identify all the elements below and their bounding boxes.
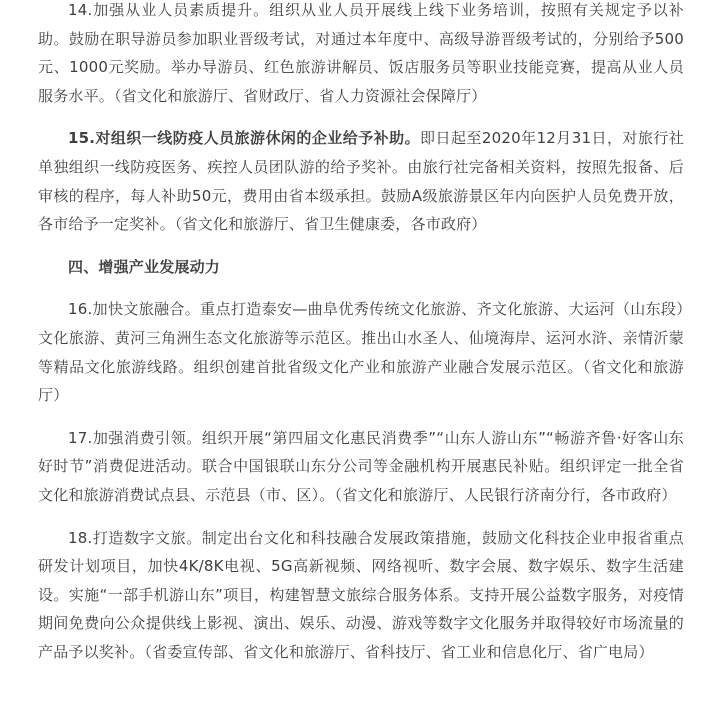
paragraph-18-text: 18.打造数字文旅。制定出台文化和科技融合发展政策措施，鼓励文化科技企业申报省重点研发计划项目，加快4K/8K电视、5G高新视频、网络视听、数字会展、数字娱乐、数字生活建设。实施“一部手机游山东”项目，构建智慧文旅综合服务体系。支持开展公益数字服务，对疫情期间免费向公众提供线上影视、演出、娱乐、动漫、游戏等数字文化服务并取得较好市场流量的产品予以奖补。（省委宣传部、省文化和旅游厅、省科技厅、省工业和信息化厅、省广电局） — [38, 528, 684, 661]
paragraph-16 — [38, 295, 684, 409]
paragraph-17 — [38, 424, 684, 510]
paragraph-14-text: 14.加强从业人员素质提升。组织从业人员开展线上线下业务培训，按照有关规定予以补助。鼓励在职导游员参加职业晋级考试，对通过本年度中、高级导游晋级考试的，分别给予500元、1000元奖励。举办导游员、红色旅游讲解员、饭店服务员等职业技能竞赛，提高从业人员服务水平。（省文化和旅游厅、省财政厅、省人力资源社会保障厅） — [38, 1, 684, 105]
paragraph-15-text: 即日起至2020年12月31日，对旅行社单独组织一线防疫医务、疾控人员团队游的给予奖补。由旅行社完备相关资料，按照先报备、后审核的程序，每人补助50元，费用由省本级承担。鼓励A级旅游景区年内向医护人员免费开放，各市给予一定奖补。（省文化和旅游厅、省卫生健康委，各市政府） — [38, 129, 684, 234]
paragraph-16-text: 16.加快文旅融合。重点打造泰安—曲阜优秀传统文化旅游、齐文化旅游、大运河（山东段）文化旅游、黄河三角洲生态文化旅游等示范区。推出山水圣人、仙境海岸、运河水浒、亲情沂蒙等精品文化旅游线路。组织创建首批省级文化产业和旅游产业融合发展示范区。（省文化和旅游厅） — [38, 300, 684, 405]
paragraph-18 — [38, 524, 684, 667]
paragraph-14 — [38, 0, 684, 110]
section-heading-4: 四、增强产业发展动力 — [68, 257, 221, 276]
paragraph-15 — [38, 124, 684, 238]
paragraph-17-text: 17.加强消费引领。组织开展“第四届文化惠民消费季”“山东人游山东”“畅游齐鲁·好客山东好时节”消费促进活动。联合中国银联山东分公司等金融机构开展惠民补贴。组织评定一批全省文化和旅游消费试点县、示范县（市、区）。（省文化和旅游厅、人民银行济南分行，各市政府） — [38, 428, 684, 504]
paragraph-15-lead: 15.对组织一线防疫人员旅游休闲的企业给予补助。 — [68, 129, 421, 148]
article-body — [38, 0, 684, 680]
